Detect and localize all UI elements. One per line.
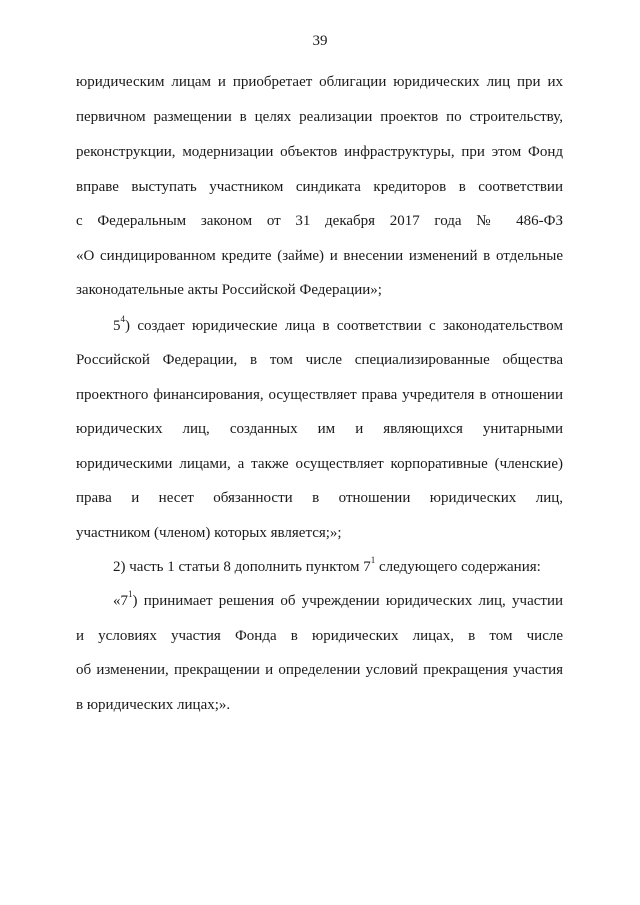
- text-fragment: ) принимает решения об учреждении юридических лиц, участии: [132, 593, 563, 609]
- text-fragment: 2) часть 1 статьи 8 дополнить пунктом 7: [113, 559, 371, 575]
- text-fragment: следующего содержания:: [375, 559, 541, 575]
- text-line: Российской Федерации, в том числе специализированные общества: [76, 352, 563, 368]
- text-line: с Федеральным законом от 31 декабря 2017 года № 486-ФЗ: [76, 213, 563, 229]
- text-line: и условиях участия Фонда в юридических лицах, в том числе: [76, 628, 563, 644]
- text-line: проектного финансирования, осуществляет права учредителя в отношении: [76, 387, 563, 403]
- item-superscript: 1: [370, 555, 376, 565]
- paragraph-first-line: [76, 591, 563, 611]
- text-line: права и несет обязанности в отношении юридических лиц,: [76, 490, 563, 506]
- item-superscript: 4: [120, 314, 125, 324]
- paragraph-first-line: [76, 316, 563, 336]
- item-number: 5: [113, 318, 121, 334]
- text-line: реконструкции, модернизации объектов инфраструктуры, при этом Фонд: [76, 144, 563, 160]
- text-line: юридических лиц, созданных им и являющихся унитарными: [76, 421, 563, 437]
- amendment-line: [76, 557, 563, 577]
- item-superscript: 1: [128, 589, 133, 599]
- text-line: вправе выступать участником синдиката кредиторов в соответствии: [76, 179, 563, 195]
- text-line: юридическими лицами, а также осуществляет корпоративные (членские): [76, 456, 563, 472]
- item-number: «7: [113, 593, 128, 609]
- text-line: об изменении, прекращении и определении условий прекращения участия: [76, 662, 563, 678]
- text-line: участником (членом) которых является;»;: [76, 525, 342, 541]
- text-line: юридическим лицам и приобретает облигации юридических лиц при их: [76, 74, 563, 90]
- text-fragment: ) создает юридические лица в соответствии с законодательством: [125, 318, 563, 334]
- page-number: 39: [312, 33, 328, 49]
- text-line: в юридических лицах;».: [76, 697, 231, 713]
- text-line: «О синдицированном кредите (займе) и внесении изменений в отдельные: [76, 248, 563, 264]
- text-line: первичном размещении в целях реализации проектов по строительству,: [76, 109, 563, 125]
- text-line: законодательные акты Российской Федерации»;: [76, 282, 382, 298]
